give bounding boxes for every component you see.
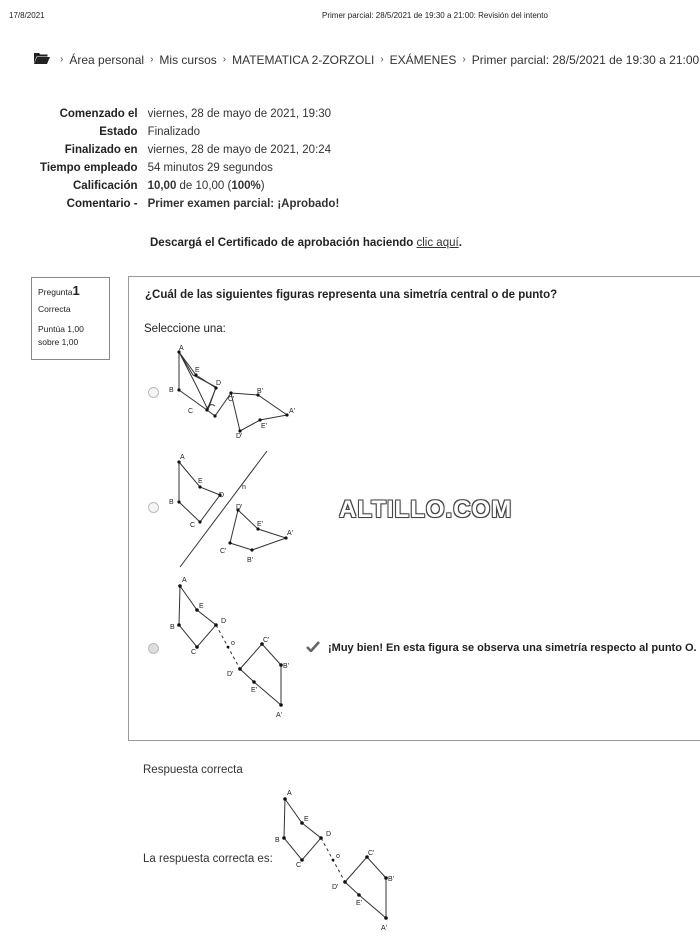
check-icon	[306, 641, 320, 655]
breadcrumb-item-exams[interactable]: EXÁMENES	[389, 52, 457, 67]
summary-row	[40, 123, 339, 141]
label-o: o	[336, 853, 340, 860]
breadcrumb-item-home[interactable]: Área personal	[69, 52, 145, 67]
label-a-prime: A'	[289, 408, 296, 415]
label-a: A	[287, 790, 292, 797]
label-e: E	[304, 816, 309, 823]
response-status: Respuesta correcta	[143, 764, 243, 776]
grade-value: 10,00 de 10,00 (100%)	[147, 180, 265, 192]
breadcrumb-item-quiz[interactable]: Primer parcial: 28/5/2021 de 19:30 a 21:00	[471, 52, 700, 67]
chevron-right-icon: ›	[380, 54, 384, 65]
certificate-text: Descargá el Certificado de aprobación haciendo clic aquí.	[150, 237, 462, 249]
summary-value: 54 minutos 29 segundos	[147, 162, 273, 174]
label-e-prime: E'	[257, 521, 264, 528]
answer-radio-option-1[interactable]	[148, 387, 159, 398]
chevron-right-icon: ›	[60, 54, 64, 65]
label-c: C	[190, 522, 196, 529]
label-c: C	[188, 408, 194, 415]
label-b-prime: B'	[257, 388, 264, 395]
grade-row	[40, 177, 339, 195]
question-points-max: sobre 1,00	[38, 337, 79, 347]
label-o: o	[231, 640, 235, 647]
summary-value: Finalizado	[147, 126, 200, 138]
chevron-right-icon: ›	[222, 54, 227, 65]
watermark: ALTILLO.COM	[339, 496, 513, 523]
label-a: A	[179, 345, 184, 352]
label-d: D	[326, 831, 332, 838]
label-d-prime: D'	[332, 884, 339, 891]
answer-radio-option-3[interactable]	[148, 643, 159, 654]
summary-value: viernes, 28 de mayo de 2021, 19:30	[147, 108, 332, 120]
feedback-text: ¡Muy bien! En esta figura se observa una simetría respecto al punto O.	[328, 642, 697, 654]
label-c-prime: C'	[263, 637, 270, 644]
label-a-prime: A'	[276, 712, 283, 719]
label-e-prime: E'	[261, 423, 268, 430]
label-b: B	[169, 387, 174, 394]
summary-value: viernes, 28 de mayo de 2021, 20:24	[147, 144, 332, 156]
label-c-prime: C'	[228, 396, 235, 403]
summary-row	[40, 159, 339, 177]
certificate-link[interactable]: clic aquí	[416, 237, 459, 249]
summary-label: Finalizado en	[64, 144, 138, 156]
comment-row	[40, 195, 339, 213]
label-c-prime: C'	[220, 548, 227, 555]
label-e: E	[198, 478, 203, 485]
label-c: C	[191, 649, 197, 656]
question-state: Correcta	[38, 304, 71, 314]
label-a-prime: A'	[381, 925, 388, 932]
figure-option-1	[160, 340, 310, 440]
correct-answer-figure	[270, 785, 410, 935]
label-d: D	[216, 380, 222, 387]
grade-label: Calificación	[73, 180, 138, 192]
label-a: A	[182, 577, 187, 584]
label-a: A	[180, 454, 185, 461]
label-d-prime: D'	[236, 433, 243, 440]
label-a-prime: A'	[287, 530, 294, 537]
label-b: B	[170, 624, 175, 631]
breadcrumb-item-courses[interactable]: Mis cursos	[159, 52, 217, 67]
correct-answer-label: La respuesta correcta es:	[143, 853, 273, 865]
label-b-prime: B'	[388, 876, 395, 883]
chevron-right-icon: ›	[462, 54, 466, 65]
label-b: B	[275, 837, 280, 844]
attempt-summary	[40, 105, 339, 213]
breadcrumb-item-course[interactable]: MATEMATICA 2-ZORZOLI	[232, 52, 375, 67]
answer-radio-option-2[interactable]	[148, 502, 159, 513]
comment-value: Primer examen parcial: ¡Aprobado!	[147, 198, 340, 210]
label-b: B	[169, 499, 174, 506]
summary-row	[40, 105, 339, 123]
print-title: Primer parcial: 28/5/2021 de 19:30 a 21:00: Revisión del intento	[322, 11, 548, 20]
label-e: E	[195, 367, 200, 374]
label-d: D	[219, 492, 225, 499]
figure-option-3	[165, 572, 305, 722]
label-d: D	[221, 618, 227, 625]
label-c: C	[296, 862, 302, 869]
question-info	[31, 277, 110, 360]
label-e: E	[199, 603, 204, 610]
label-d-prime: D'	[227, 671, 234, 678]
summary-label: Comenzado el	[59, 108, 138, 120]
summary-row	[40, 141, 339, 159]
breadcrumb	[34, 52, 699, 67]
label-n: n	[242, 484, 246, 491]
label-b-prime: B'	[247, 557, 254, 564]
comment-label: Comentario -	[66, 198, 138, 210]
summary-label: Estado	[99, 126, 138, 138]
label-e-prime: E'	[356, 900, 363, 907]
label-b-prime: B'	[283, 663, 290, 670]
summary-label: Tiempo empleado	[40, 162, 138, 174]
question-points: Puntúa 1,00	[38, 324, 84, 334]
question-prompt: Seleccione una:	[144, 323, 226, 335]
chevron-right-icon: ›	[150, 54, 154, 65]
label-d-prime: D'	[236, 504, 243, 511]
question-text: ¿Cuál de las siguientes figuras representa una simetría central o de punto?	[145, 289, 558, 301]
print-date: 17/8/2021	[9, 11, 45, 20]
label-c-prime: C'	[368, 850, 375, 857]
folder-icon[interactable]	[34, 52, 50, 67]
answer-feedback	[306, 641, 697, 655]
label-e-prime: E'	[251, 687, 258, 694]
question-number: Pregunta1	[38, 283, 80, 298]
figure-option-2	[160, 447, 310, 572]
